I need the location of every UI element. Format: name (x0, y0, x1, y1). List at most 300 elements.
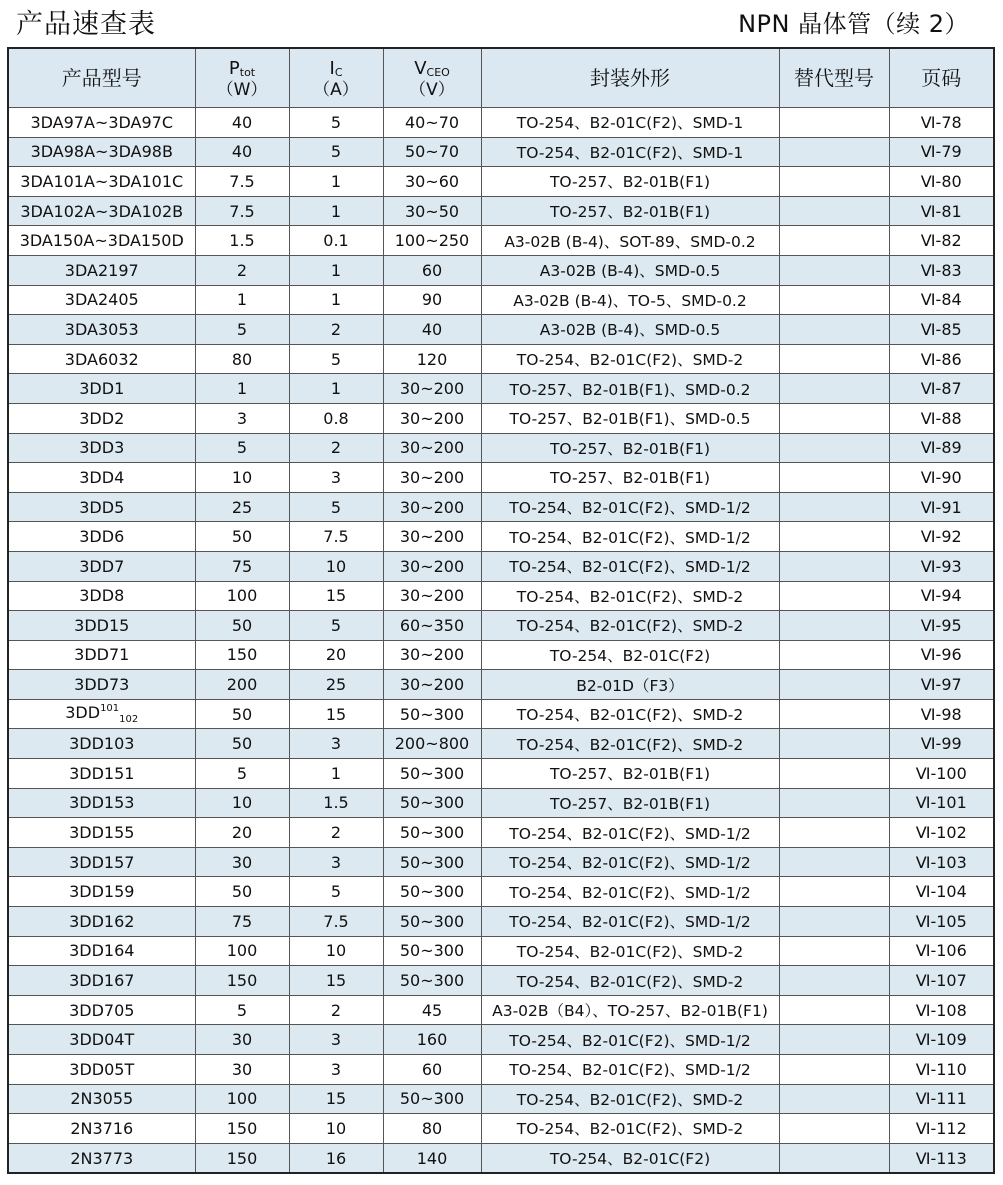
cell-vceo: 30~200 (383, 433, 481, 463)
cell-ptot: 30 (195, 1025, 289, 1055)
cell-ic: 0.8 (289, 403, 383, 433)
table-row (8, 818, 994, 848)
header-vceo-unit: （V） (409, 80, 455, 101)
cell-vceo: 30~200 (383, 670, 481, 700)
cell-vceo: 30~200 (383, 581, 481, 611)
cell-ptot: 20 (195, 818, 289, 848)
cell-page: Ⅵ-95 (889, 611, 994, 641)
header-package: 封装外形 (481, 48, 779, 108)
cell-vceo: 50~300 (383, 699, 481, 729)
cell-ptot: 10 (195, 463, 289, 493)
cell-substitute (779, 1084, 889, 1114)
cell-vceo: 40 (383, 315, 481, 345)
cell-vceo: 50~300 (383, 847, 481, 877)
table-row (8, 196, 994, 226)
cell-vceo: 160 (383, 1025, 481, 1055)
table-row (8, 670, 994, 700)
cell-model: 3DD159 (8, 877, 195, 907)
header-ptot-sub: tot (239, 66, 256, 80)
cell-page: Ⅵ-105 (889, 907, 994, 937)
cell-package: TO-254、B2-01C(F2)、SMD-1/2 (481, 551, 779, 581)
cell-page: Ⅵ-108 (889, 995, 994, 1025)
cell-ptot: 30 (195, 1055, 289, 1085)
cell-ic: 25 (289, 670, 383, 700)
cell-model: 2N3716 (8, 1114, 195, 1144)
header-page: 页码 (889, 48, 994, 108)
cell-ptot: 150 (195, 966, 289, 996)
cell-ptot: 50 (195, 729, 289, 759)
cell-ic: 3 (289, 847, 383, 877)
cell-page: Ⅵ-104 (889, 877, 994, 907)
cell-substitute (779, 699, 889, 729)
cell-ic: 5 (289, 344, 383, 374)
cell-package: TO-257、B2-01B(F1) (481, 167, 779, 197)
table-row (8, 995, 994, 1025)
table-row (8, 167, 994, 197)
cell-model: 3DD73 (8, 670, 195, 700)
cell-model: 3DD167 (8, 966, 195, 996)
cell-substitute (779, 315, 889, 345)
cell-ic: 5 (289, 492, 383, 522)
cell-vceo: 140 (383, 1143, 481, 1173)
cell-page: Ⅵ-87 (889, 374, 994, 404)
table-row (8, 315, 994, 345)
model-subscript: 102 (119, 714, 139, 726)
cell-substitute (779, 492, 889, 522)
cell-ic: 15 (289, 966, 383, 996)
cell-ic: 3 (289, 729, 383, 759)
cell-substitute (779, 847, 889, 877)
table-row (8, 966, 994, 996)
cell-ic: 7.5 (289, 522, 383, 552)
cell-substitute (779, 196, 889, 226)
cell-substitute (779, 611, 889, 641)
cell-ic: 1 (289, 285, 383, 315)
cell-substitute (779, 403, 889, 433)
cell-model: 3DD6 (8, 522, 195, 552)
cell-vceo: 60 (383, 1055, 481, 1085)
cell-substitute (779, 1114, 889, 1144)
cell-package: B2-01D（F3） (481, 670, 779, 700)
cell-vceo: 30~50 (383, 196, 481, 226)
cell-substitute (779, 344, 889, 374)
cell-package: TO-254、B2-01C(F2)、SMD-2 (481, 936, 779, 966)
cell-ptot: 1 (195, 285, 289, 315)
cell-substitute (779, 759, 889, 789)
cell-substitute (779, 1143, 889, 1173)
cell-ic: 1 (289, 255, 383, 285)
table-header-row (8, 48, 994, 108)
cell-vceo: 30~60 (383, 167, 481, 197)
cell-ic: 15 (289, 699, 383, 729)
cell-ptot: 100 (195, 936, 289, 966)
header-vceo-symbol: V (414, 58, 427, 80)
category-title: NPN 晶体管（续 2） (738, 10, 969, 38)
table-row (8, 463, 994, 493)
cell-ic: 1.5 (289, 788, 383, 818)
table-row (8, 285, 994, 315)
cell-package: TO-257、B2-01B(F1) (481, 463, 779, 493)
cell-page: Ⅵ-85 (889, 315, 994, 345)
cell-model: 3DD8 (8, 581, 195, 611)
cell-substitute (779, 167, 889, 197)
cell-ic: 1 (289, 759, 383, 789)
cell-vceo: 50~300 (383, 966, 481, 996)
table-row (8, 847, 994, 877)
cell-package: TO-257、B2-01B(F1) (481, 788, 779, 818)
table-row (8, 788, 994, 818)
cell-model: 3DD04T (8, 1025, 195, 1055)
cell-vceo: 30~200 (383, 551, 481, 581)
cell-substitute (779, 226, 889, 256)
cell-model: 3DD1 (8, 374, 195, 404)
table-row (8, 1055, 994, 1085)
cell-vceo: 30~200 (383, 640, 481, 670)
cell-package: A3-02B (B-4)、TO-5、SMD-0.2 (481, 285, 779, 315)
cell-package: A3-02B (B-4)、SMD-0.5 (481, 255, 779, 285)
cell-vceo: 30~200 (383, 492, 481, 522)
cell-page: Ⅵ-79 (889, 137, 994, 167)
table-row (8, 581, 994, 611)
cell-ptot: 50 (195, 877, 289, 907)
cell-model: 3DD4 (8, 463, 195, 493)
cell-vceo: 60~350 (383, 611, 481, 641)
cell-substitute (779, 818, 889, 848)
table-row (8, 699, 994, 729)
cell-package: TO-254、B2-01C(F2)、SMD-2 (481, 581, 779, 611)
cell-vceo: 50~300 (383, 1084, 481, 1114)
cell-ptot: 150 (195, 640, 289, 670)
cell-substitute (779, 640, 889, 670)
cell-ic: 5 (289, 611, 383, 641)
cell-ic: 2 (289, 995, 383, 1025)
cell-page: Ⅵ-101 (889, 788, 994, 818)
cell-page: Ⅵ-106 (889, 936, 994, 966)
cell-model: 3DA2197 (8, 255, 195, 285)
cell-package: TO-254、B2-01C(F2)、SMD-2 (481, 966, 779, 996)
cell-vceo: 30~200 (383, 463, 481, 493)
cell-ptot: 50 (195, 699, 289, 729)
cell-ptot: 5 (195, 433, 289, 463)
cell-ic: 1 (289, 196, 383, 226)
table-row (8, 403, 994, 433)
product-table (7, 47, 995, 1174)
cell-package: TO-257、B2-01B(F1) (481, 196, 779, 226)
header-ic-symbol: I (329, 58, 335, 80)
cell-ptot: 10 (195, 788, 289, 818)
cell-model: 3DA2405 (8, 285, 195, 315)
cell-model: 3DA97A~3DA97C (8, 108, 195, 138)
cell-vceo: 50~70 (383, 137, 481, 167)
cell-package: TO-254、B2-01C(F2)、SMD-1 (481, 137, 779, 167)
table-body (8, 108, 994, 1174)
table-row (8, 374, 994, 404)
cell-vceo: 100~250 (383, 226, 481, 256)
cell-package: TO-254、B2-01C(F2)、SMD-1/2 (481, 492, 779, 522)
header-ptot-unit: （W） (216, 80, 268, 101)
header-ic (289, 48, 383, 108)
cell-model: 3DD5 (8, 492, 195, 522)
cell-ptot: 3 (195, 403, 289, 433)
cell-model: 3DD2 (8, 403, 195, 433)
cell-model: 3DA102A~3DA102B (8, 196, 195, 226)
header-ic-sub: C (334, 66, 343, 80)
cell-package: TO-254、B2-01C(F2)、SMD-1 (481, 108, 779, 138)
model-superscript: 101 (100, 703, 120, 715)
cell-ptot: 25 (195, 492, 289, 522)
cell-package: TO-257、B2-01B(F1) (481, 759, 779, 789)
cell-page: Ⅵ-93 (889, 551, 994, 581)
cell-ptot: 5 (195, 995, 289, 1025)
table-row (8, 433, 994, 463)
cell-page: Ⅵ-91 (889, 492, 994, 522)
cell-substitute (779, 463, 889, 493)
cell-ic: 2 (289, 433, 383, 463)
cell-package: A3-02B (B-4)、SOT-89、SMD-0.2 (481, 226, 779, 256)
cell-package: TO-254、B2-01C(F2)、SMD-2 (481, 1084, 779, 1114)
cell-vceo: 45 (383, 995, 481, 1025)
table-row (8, 344, 994, 374)
cell-vceo: 80 (383, 1114, 481, 1144)
cell-ic: 20 (289, 640, 383, 670)
cell-package: TO-254、B2-01C(F2) (481, 1143, 779, 1173)
cell-page: Ⅵ-86 (889, 344, 994, 374)
cell-vceo: 40~70 (383, 108, 481, 138)
cell-model: 3DD151 (8, 759, 195, 789)
table-row (8, 907, 994, 937)
table-row (8, 936, 994, 966)
cell-substitute (779, 995, 889, 1025)
cell-ic: 10 (289, 551, 383, 581)
cell-package: TO-254、B2-01C(F2)、SMD-1/2 (481, 522, 779, 552)
cell-ptot: 1.5 (195, 226, 289, 256)
cell-model: 3DD7 (8, 551, 195, 581)
cell-model: 3DD157 (8, 847, 195, 877)
cell-substitute (779, 788, 889, 818)
page-title: 产品速查表 (16, 9, 156, 40)
cell-package: TO-254、B2-01C(F2)、SMD-1/2 (481, 1025, 779, 1055)
table-row (8, 492, 994, 522)
cell-model: 3DD103 (8, 729, 195, 759)
cell-page: Ⅵ-109 (889, 1025, 994, 1055)
cell-vceo: 90 (383, 285, 481, 315)
cell-model: 3DA3053 (8, 315, 195, 345)
cell-model: 3DD155 (8, 818, 195, 848)
cell-ptot: 75 (195, 551, 289, 581)
cell-vceo: 30~200 (383, 374, 481, 404)
table-row (8, 1084, 994, 1114)
cell-ic: 16 (289, 1143, 383, 1173)
table-row (8, 640, 994, 670)
header-substitute: 替代型号 (779, 48, 889, 108)
cell-vceo: 200~800 (383, 729, 481, 759)
cell-ic: 3 (289, 1055, 383, 1085)
cell-model: 2N3055 (8, 1084, 195, 1114)
header-vceo-sub: CEO (426, 66, 450, 80)
cell-vceo: 30~200 (383, 403, 481, 433)
cell-ptot: 7.5 (195, 196, 289, 226)
cell-ic: 2 (289, 818, 383, 848)
table-row (8, 255, 994, 285)
model-base: 3DD (65, 703, 101, 723)
table-row (8, 1114, 994, 1144)
cell-model: 3DA150A~3DA150D (8, 226, 195, 256)
cell-vceo: 60 (383, 255, 481, 285)
table-row (8, 759, 994, 789)
cell-page: Ⅵ-99 (889, 729, 994, 759)
cell-package: TO-254、B2-01C(F2)、SMD-1/2 (481, 818, 779, 848)
cell-ic: 2 (289, 315, 383, 345)
cell-model: 3DD153 (8, 788, 195, 818)
cell-ic: 0.1 (289, 226, 383, 256)
cell-ptot: 1 (195, 374, 289, 404)
cell-substitute (779, 433, 889, 463)
cell-vceo: 50~300 (383, 759, 481, 789)
cell-model (8, 699, 195, 729)
table-row (8, 1025, 994, 1055)
cell-ptot: 100 (195, 581, 289, 611)
cell-page: Ⅵ-100 (889, 759, 994, 789)
cell-page: Ⅵ-88 (889, 403, 994, 433)
cell-substitute (779, 670, 889, 700)
cell-ic: 10 (289, 936, 383, 966)
table-row (8, 137, 994, 167)
cell-substitute (779, 936, 889, 966)
cell-package: TO-254、B2-01C(F2)、SMD-1/2 (481, 907, 779, 937)
table-row (8, 108, 994, 138)
cell-substitute (779, 729, 889, 759)
cell-page: Ⅵ-94 (889, 581, 994, 611)
cell-page: Ⅵ-103 (889, 847, 994, 877)
cell-page: Ⅵ-89 (889, 433, 994, 463)
table-row (8, 1143, 994, 1173)
table-row (8, 551, 994, 581)
cell-substitute (779, 907, 889, 937)
cell-substitute (779, 522, 889, 552)
cell-substitute (779, 551, 889, 581)
cell-ic: 10 (289, 1114, 383, 1144)
cell-page: Ⅵ-81 (889, 196, 994, 226)
header-ic-unit: （A） (313, 80, 359, 101)
cell-ptot: 2 (195, 255, 289, 285)
cell-package: TO-254、B2-01C(F2)、SMD-1/2 (481, 1055, 779, 1085)
cell-ic: 3 (289, 463, 383, 493)
cell-package: TO-254、B2-01C(F2) (481, 640, 779, 670)
cell-package: TO-257、B2-01B(F1)、SMD-0.5 (481, 403, 779, 433)
header-vceo (383, 48, 481, 108)
cell-package: TO-254、B2-01C(F2)、SMD-2 (481, 1114, 779, 1144)
cell-page: Ⅵ-83 (889, 255, 994, 285)
header-ptot-symbol: P (228, 58, 240, 80)
cell-model: 3DD162 (8, 907, 195, 937)
cell-ic: 5 (289, 108, 383, 138)
cell-model: 3DD71 (8, 640, 195, 670)
cell-substitute (779, 1055, 889, 1085)
cell-page: Ⅵ-112 (889, 1114, 994, 1144)
cell-page: Ⅵ-82 (889, 226, 994, 256)
cell-ptot: 5 (195, 759, 289, 789)
cell-package: TO-254、B2-01C(F2)、SMD-2 (481, 729, 779, 759)
table-row (8, 877, 994, 907)
cell-ptot: 80 (195, 344, 289, 374)
cell-ic: 3 (289, 1025, 383, 1055)
cell-model: 3DA6032 (8, 344, 195, 374)
cell-model: 3DD164 (8, 936, 195, 966)
header-model: 产品型号 (8, 48, 195, 108)
cell-model: 3DD05T (8, 1055, 195, 1085)
cell-ptot: 5 (195, 315, 289, 345)
cell-substitute (779, 877, 889, 907)
cell-ptot: 50 (195, 522, 289, 552)
cell-page: Ⅵ-84 (889, 285, 994, 315)
cell-substitute (779, 1025, 889, 1055)
cell-package: TO-257、B2-01B(F1) (481, 433, 779, 463)
cell-package: TO-254、B2-01C(F2)、SMD-2 (481, 344, 779, 374)
cell-model: 3DA98A~3DA98B (8, 137, 195, 167)
cell-ptot: 150 (195, 1114, 289, 1144)
cell-ptot: 100 (195, 1084, 289, 1114)
cell-ptot: 150 (195, 1143, 289, 1173)
cell-package: A3-02B (B-4)、SMD-0.5 (481, 315, 779, 345)
cell-page: Ⅵ-111 (889, 1084, 994, 1114)
cell-model: 3DD3 (8, 433, 195, 463)
cell-substitute (779, 137, 889, 167)
cell-vceo: 50~300 (383, 877, 481, 907)
cell-package: TO-254、B2-01C(F2)、SMD-1/2 (481, 847, 779, 877)
cell-ptot: 50 (195, 611, 289, 641)
cell-package: TO-257、B2-01B(F1)、SMD-0.2 (481, 374, 779, 404)
cell-vceo: 50~300 (383, 788, 481, 818)
cell-page: Ⅵ-80 (889, 167, 994, 197)
cell-vceo: 120 (383, 344, 481, 374)
cell-ic: 15 (289, 1084, 383, 1114)
header-ptot (195, 48, 289, 108)
cell-substitute (779, 581, 889, 611)
cell-model: 3DA101A~3DA101C (8, 167, 195, 197)
cell-ptot: 30 (195, 847, 289, 877)
cell-ic: 5 (289, 877, 383, 907)
cell-substitute (779, 255, 889, 285)
cell-ic: 5 (289, 137, 383, 167)
cell-package: TO-254、B2-01C(F2)、SMD-1/2 (481, 877, 779, 907)
cell-page: Ⅵ-92 (889, 522, 994, 552)
table-row (8, 226, 994, 256)
cell-page: Ⅵ-102 (889, 818, 994, 848)
cell-model: 2N3773 (8, 1143, 195, 1173)
cell-ptot: 7.5 (195, 167, 289, 197)
table-row (8, 729, 994, 759)
cell-vceo: 30~200 (383, 522, 481, 552)
cell-substitute (779, 374, 889, 404)
cell-page: Ⅵ-107 (889, 966, 994, 996)
cell-substitute (779, 966, 889, 996)
cell-ptot: 75 (195, 907, 289, 937)
cell-vceo: 50~300 (383, 907, 481, 937)
cell-vceo: 50~300 (383, 818, 481, 848)
cell-package: TO-254、B2-01C(F2)、SMD-2 (481, 611, 779, 641)
cell-package: TO-254、B2-01C(F2)、SMD-2 (481, 699, 779, 729)
cell-substitute (779, 108, 889, 138)
cell-ptot: 40 (195, 108, 289, 138)
cell-page: Ⅵ-113 (889, 1143, 994, 1173)
cell-ic: 7.5 (289, 907, 383, 937)
cell-ptot: 200 (195, 670, 289, 700)
cell-package: A3-02B（B4）、TO-257、B2-01B(F1) (481, 995, 779, 1025)
cell-substitute (779, 285, 889, 315)
cell-ic: 1 (289, 167, 383, 197)
cell-page: Ⅵ-110 (889, 1055, 994, 1085)
cell-page: Ⅵ-96 (889, 640, 994, 670)
